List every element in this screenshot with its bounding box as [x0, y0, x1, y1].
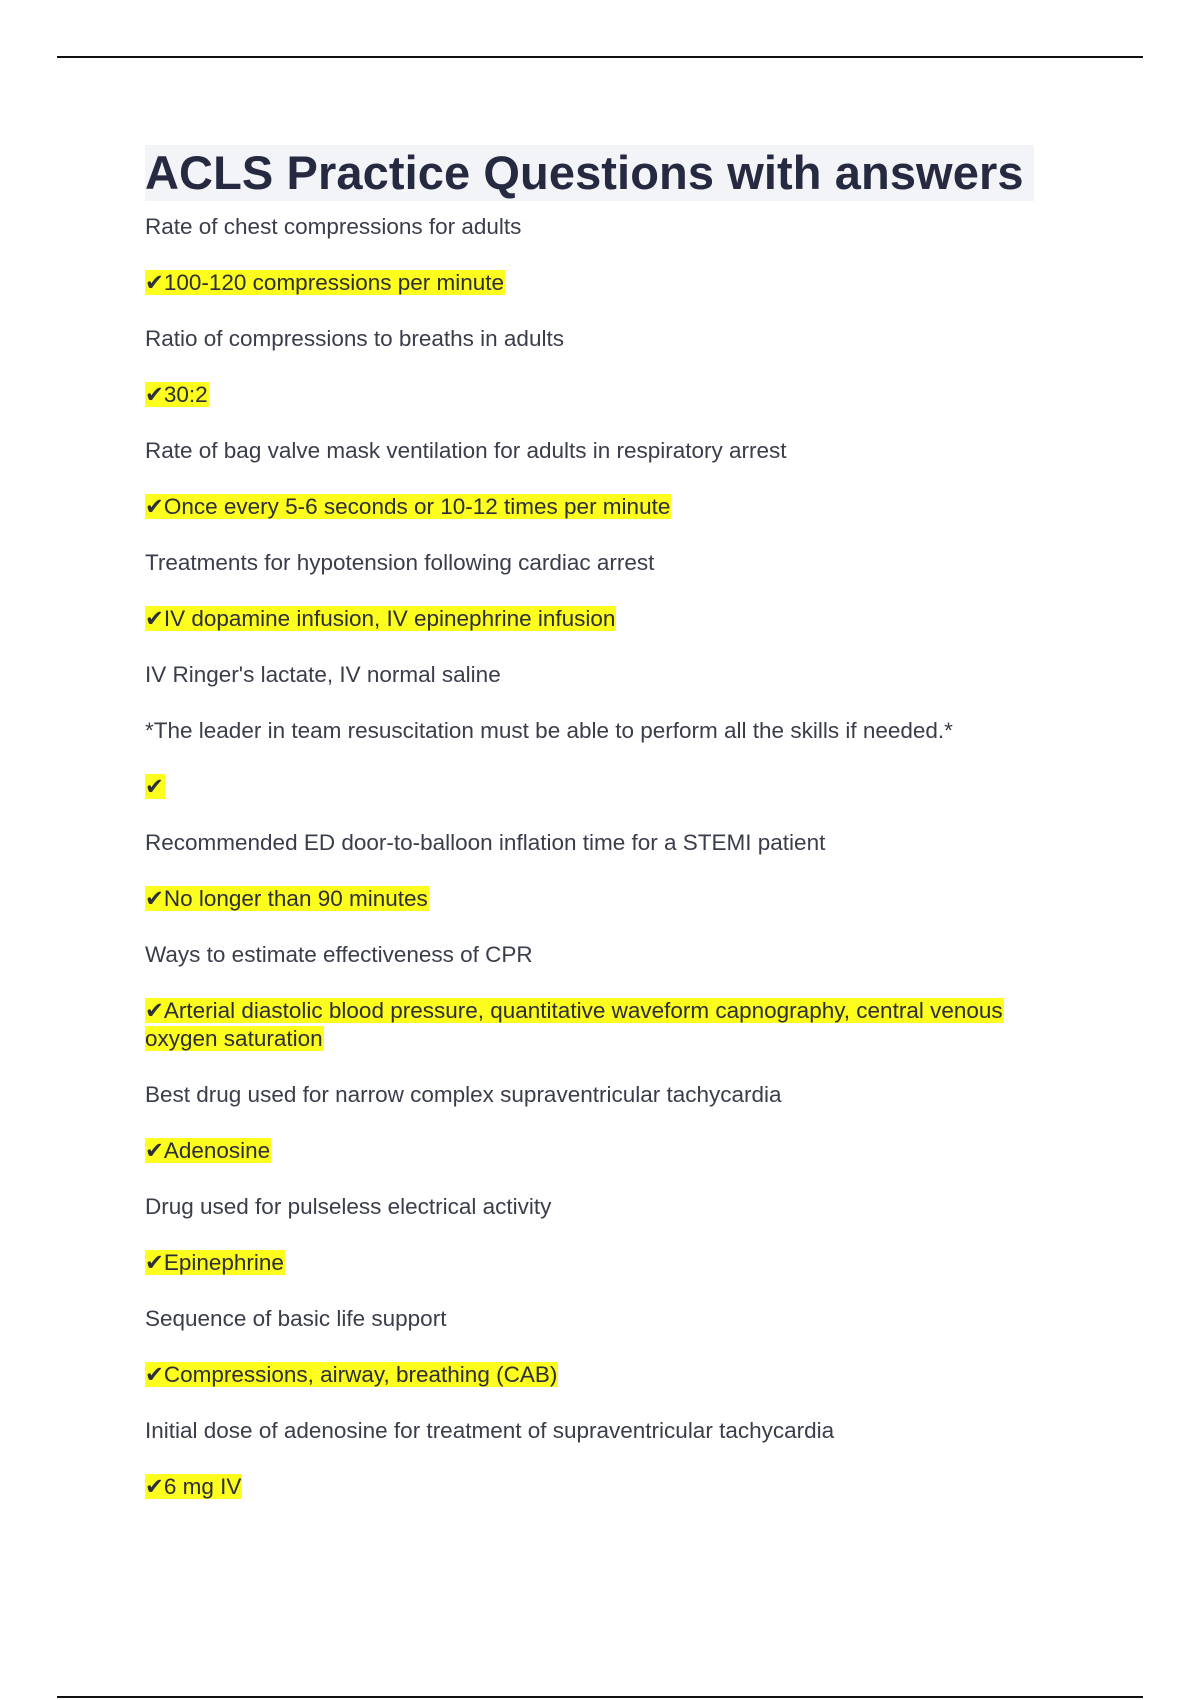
- answer-text: [145, 1137, 1060, 1165]
- answer-highlight: ✔Arterial diastolic blood pressure, quantitative waveform capnography, central venous oxygen saturation: [145, 998, 1003, 1051]
- answer-text: [145, 1361, 1060, 1389]
- answer-text: [145, 381, 1060, 409]
- question-text: Best drug used for narrow complex supraventricular tachycardia: [145, 1082, 782, 1107]
- question-text: Ways to estimate effectiveness of CPR: [145, 942, 533, 967]
- answer-highlight: ✔IV dopamine infusion, IV epinephrine infusion: [145, 606, 616, 631]
- answer-text: [145, 493, 1060, 521]
- answer-highlight: ✔100-120 compressions per minute: [145, 270, 505, 295]
- answer-highlight: ✔No longer than 90 minutes: [145, 886, 428, 911]
- answer-text: [145, 1249, 1060, 1277]
- bottom-rule: [57, 1696, 1143, 1698]
- question-text: Treatments for hypotension following cardiac arrest: [145, 550, 655, 575]
- answer-text: [145, 885, 1060, 913]
- top-rule: [57, 56, 1143, 58]
- answer-text: [145, 997, 1060, 1053]
- answer-highlight: ✔Adenosine: [145, 1138, 271, 1163]
- question-text: *The leader in team resuscitation must be able to perform all the skills if needed.*: [145, 718, 953, 743]
- answer-text: [145, 773, 1060, 801]
- question-text: Ratio of compressions to breaths in adults: [145, 326, 564, 351]
- question-text: Recommended ED door-to-balloon inflation time for a STEMI patient: [145, 830, 826, 855]
- document-body: [145, 145, 1060, 1529]
- question-text: Sequence of basic life support: [145, 1306, 447, 1331]
- qa-list: [145, 213, 1060, 1501]
- question-text: Initial dose of adenosine for treatment of supraventricular tachycardia: [145, 1418, 835, 1443]
- answer-text: [145, 269, 1060, 297]
- question-text: Rate of chest compressions for adults: [145, 214, 522, 239]
- question-text: IV Ringer's lactate, IV normal saline: [145, 662, 501, 687]
- question-text: Drug used for pulseless electrical activity: [145, 1194, 552, 1219]
- answer-text: [145, 605, 1060, 633]
- answer-highlight: ✔: [145, 774, 164, 799]
- answer-highlight: ✔Once every 5-6 seconds or 10-12 times per minute: [145, 494, 671, 519]
- answer-highlight: ✔30:2: [145, 382, 208, 407]
- answer-highlight: ✔Epinephrine: [145, 1250, 284, 1275]
- question-text: Rate of bag valve mask ventilation for adults in respiratory arrest: [145, 438, 787, 463]
- answer-highlight: ✔6 mg IV: [145, 1474, 242, 1499]
- answer-text: [145, 1473, 1060, 1501]
- page-title: ACLS Practice Questions with answers: [145, 145, 1034, 201]
- answer-highlight: ✔Compressions, airway, breathing (CAB): [145, 1362, 558, 1387]
